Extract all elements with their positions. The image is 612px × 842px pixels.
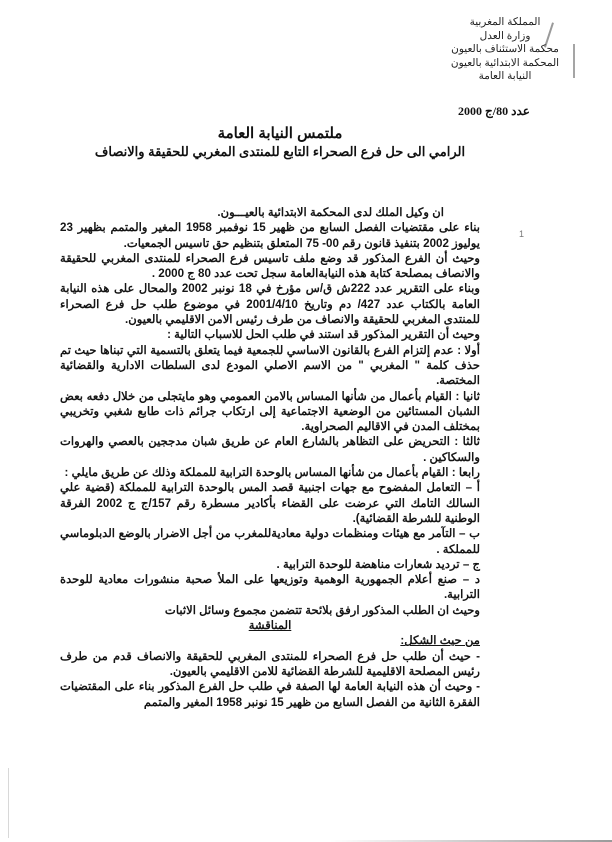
- letterhead-line: محكمة الاستئناف بالعيون: [451, 43, 559, 55]
- paragraph: ج – ترديد شعارات مناهضة للوحدة الترابية .: [276, 557, 480, 571]
- paragraph: وحيث أن الفرع المذكور قد وضع ملف تاسيس فرع الصحراء للمنتدى المغربي للحقيقة والانصاف بمصلحة كتابة هذه النيابةالعامة سجل تحت عدد 80 ج 2000 .: [60, 251, 480, 281]
- letterhead-line: المملكة المغربية: [469, 16, 541, 28]
- letterhead-line: وزارة العدل: [479, 29, 531, 42]
- scan-edge: [8, 768, 9, 838]
- document-title: ملتمس النيابة العامة: [217, 125, 343, 142]
- paragraph: بناء على مقتضيات الفصل السابع من ظهير 15 نوفمبر 1958 المغير والمتمم بظهير 23 يوليوز 2002 بتنفيذ قانون رقم 00- 75 المتعلق بتنظيم حق تاسيس الجمعيات.: [60, 221, 480, 250]
- paragraph: أولا : عدم إلتزام الفرع بالقانون الاساسي للجمعية فيما يتعلق بالتسمية التي تبناها حيث تم حذف كلمة " المغربي " من الاسم الاصلي المودع لدى السلطات الادارية والقضائية المختصة.: [60, 343, 480, 388]
- addressee: ان وكيل الملك لدى المحكمة الابتدائية بالعيـــون.: [217, 206, 444, 219]
- letterhead-line: المحكمة الابتدائية بالعيون: [450, 56, 560, 69]
- form-heading: من حيث الشكل:: [400, 634, 480, 648]
- paragraph: رابعا : القيام بأعمال من شأنها المساس بالوحدة الترابية للمملكة وذلك عن طريق مايلي :: [64, 466, 480, 480]
- paragraph: وحيث أن التقرير المذكور قد استند في طلب الحل للاسباب التالية :: [167, 328, 480, 342]
- document-body: [60, 205, 480, 710]
- paragraph: - وحيث أن هذه النيابة العامة لها الصفة في طلب حل الفرع المذكور بناء على المقتضيات الفقرة الثانية من الفصل السابع من ظهير 15 نونبر 1958 المغير والمتمم: [60, 680, 480, 709]
- attachment-note: وحيث ان الطلب المذكور ارفق بلائحة تتضمن مجموع وسائل الاثبات: [164, 603, 480, 617]
- document-subtitle: الرامي الى حل فرع الصحراء التابع للمنتدى المغربي للحقيقة والانصاف: [94, 144, 466, 159]
- paragraph: - حيث أن طلب حل فرع الصحراء للمنتدى المغربي للحقيقة والانصاف قدم من طرف رئيس المصلحة الاقليمية للشرطة القضائية للامن الاقليمي بالعيون.: [60, 649, 480, 678]
- title-block: [70, 124, 490, 160]
- paragraph: ثالثا : التحريض على التظاهر بالشارع العام عن طريق شبان مدججين بالعصي والهروات والسكاكين .: [60, 435, 480, 464]
- letterhead-line: النيابة العامة: [478, 70, 532, 82]
- paragraph: ب – التآمر مع هيئات ومنظمات دولية معاديةللمغرب من أجل الاضرار بالوضع الدبلوماسي للمملكة .: [60, 527, 480, 556]
- margin-mark: 1: [519, 229, 525, 239]
- paragraph: د – صنع أعلام الجمهورية الوهمية وتوزيعها على الملأ صحبة منشورات معادية للوحدة الترابية.: [60, 573, 480, 602]
- letterhead: [430, 16, 580, 84]
- discussion-heading: المناقشة: [248, 619, 292, 633]
- paragraph: وبناء على التقرير عدد 222ش ق/س مؤرخ في 18 نونبر 2002 والمحال على هذه النيابة العامة بالكتاب عدد 427/ دم وتاريخ 2001/4/10 في موضوع طلب حل فرع الصحراء للمنتدى المغربي للحقيقة والانصاف من طرف رئيس الامن الاقليمي بالعيون.: [60, 282, 480, 327]
- reference-number: عدد 80/ج 2000: [458, 104, 530, 118]
- paragraph: أ – التعامل المفضوح مع جهات اجنبية قصد المس بالوحدة الترابية للمملكة (قضية علي السالك التامك التي عرضت على القضاء بأكادير مسطرة رقم 157/ج ج 2002 الفرقة الوطنية للشرطة القضائية).: [60, 481, 480, 525]
- paragraph: ثانيا : القيام بأعمال من شأنها المساس بالامن العمومي وهو مايتجلى من خلال دفعه بعض الشبان المستائين من الوضعية الاجتماعية إلى ارتكاب جرائم ذات طابع شغبي وتخريبي بمختلف المدن في الاقاليم الصحراوية.: [60, 389, 480, 434]
